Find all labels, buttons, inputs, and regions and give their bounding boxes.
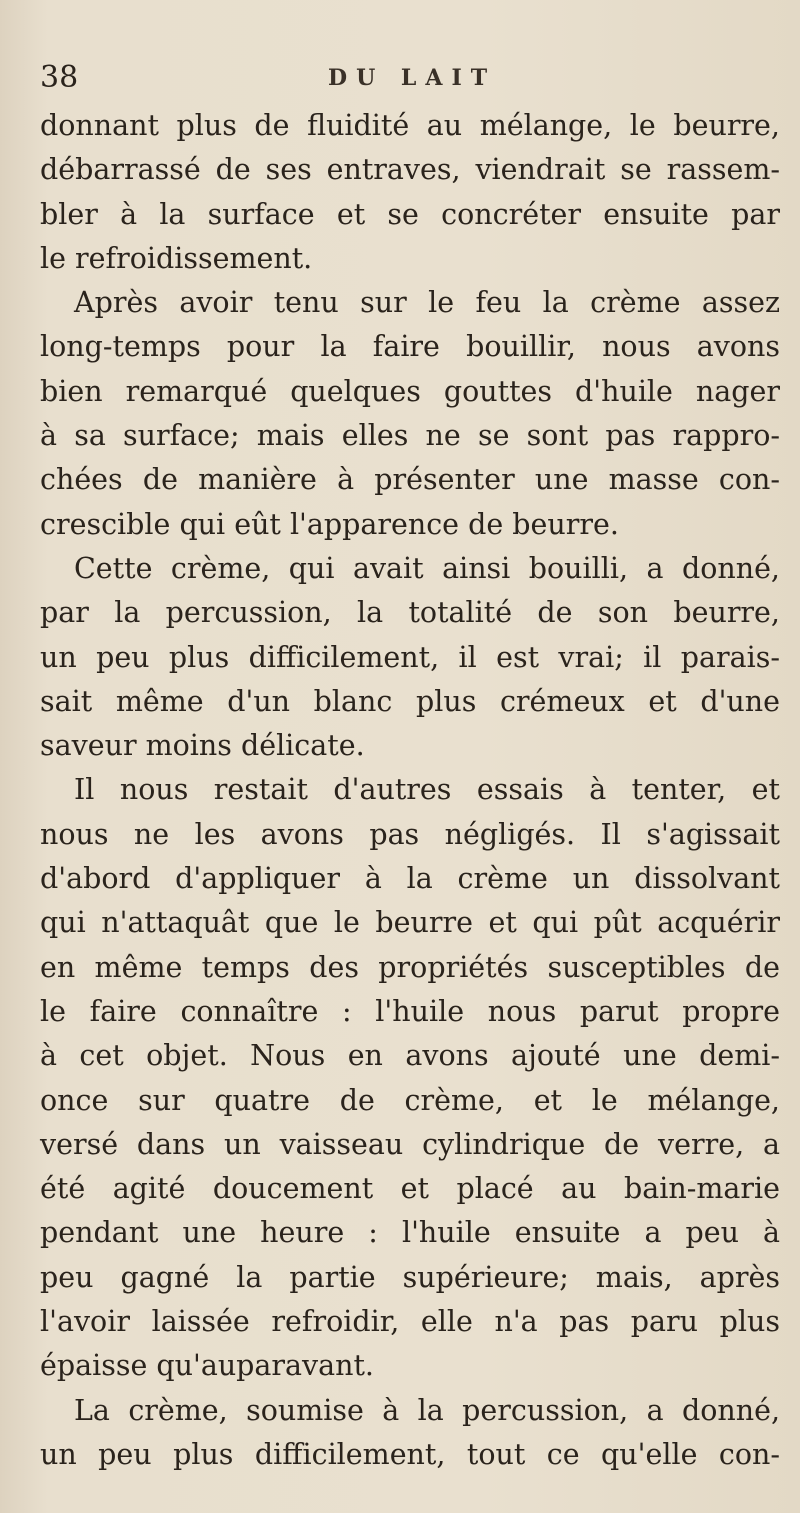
text-line: par la percussion, la totalité de son beurre,	[40, 596, 780, 630]
text-line: débarrassé de ses entraves, viendrait se rassem-	[40, 153, 780, 187]
text-line: pendant une heure : l'huile ensuite a peu à	[40, 1216, 780, 1250]
text-line: Après avoir tenu sur le feu la crème assez	[74, 286, 780, 320]
text-line: Cette crème, qui avait ainsi bouilli, a donné,	[74, 551, 780, 585]
running-head	[40, 58, 640, 98]
text-line: le faire connaître : l'huile nous parut propre	[40, 994, 780, 1028]
text-line: nous ne les avons pas négligés. Il s'agissait	[40, 817, 780, 851]
page-number: 38	[40, 60, 79, 95]
text-line: long-temps pour la faire bouillir, nous avons	[40, 330, 780, 364]
text-line: peu gagné la partie supérieure; mais, après	[40, 1260, 780, 1294]
text-line: crescible qui eût l'apparence de beurre.	[40, 507, 619, 541]
text-line: bler à la surface et se concréter ensuite par	[40, 197, 780, 231]
text-line: saveur moins délicate.	[40, 729, 365, 763]
text-line: l'avoir laissée refroidir, elle n'a pas paru plus	[40, 1305, 780, 1339]
text-line: un peu plus difficilement, tout ce qu'elle con-	[40, 1437, 780, 1471]
text-line: La crème, soumise à la percussion, a donné,	[74, 1393, 780, 1427]
text-line: le refroidissement.	[40, 241, 313, 275]
text-line: Il nous restait d'autres essais à tenter, et	[74, 773, 780, 807]
text-line: en même temps des propriétés susceptibles de	[40, 950, 780, 984]
text-line: bien remarqué quelques gouttes d'huile nager	[40, 374, 780, 408]
text-line: à cet objet. Nous en avons ajouté une demi-	[40, 1039, 780, 1073]
text-line: épaisse qu'auparavant.	[40, 1349, 374, 1383]
text-line: été agité doucement et placé au bain-marie	[40, 1172, 780, 1206]
running-title: DU LAIT	[328, 65, 497, 91]
text-line: versé dans un vaisseau cylindrique de verre, a	[40, 1127, 780, 1161]
text-line: once sur quatre de crème, et le mélange,	[40, 1083, 780, 1117]
text-line: d'abord d'appliquer à la crème un dissolvant	[40, 862, 780, 896]
text-line: un peu plus difficilement, il est vrai; il parais-	[40, 640, 780, 674]
text-line: chées de manière à présenter une masse con-	[40, 463, 780, 497]
text-line: qui n'attaquât que le beurre et qui pût acquérir	[40, 906, 780, 940]
text-line: donnant plus de fluidité au mélange, le beurre,	[40, 109, 780, 142]
body-text	[40, 104, 780, 1477]
text-line: sait même d'un blanc plus crémeux et d'une	[40, 684, 780, 718]
text-line: à sa surface; mais elles ne se sont pas rappro-	[40, 419, 780, 453]
